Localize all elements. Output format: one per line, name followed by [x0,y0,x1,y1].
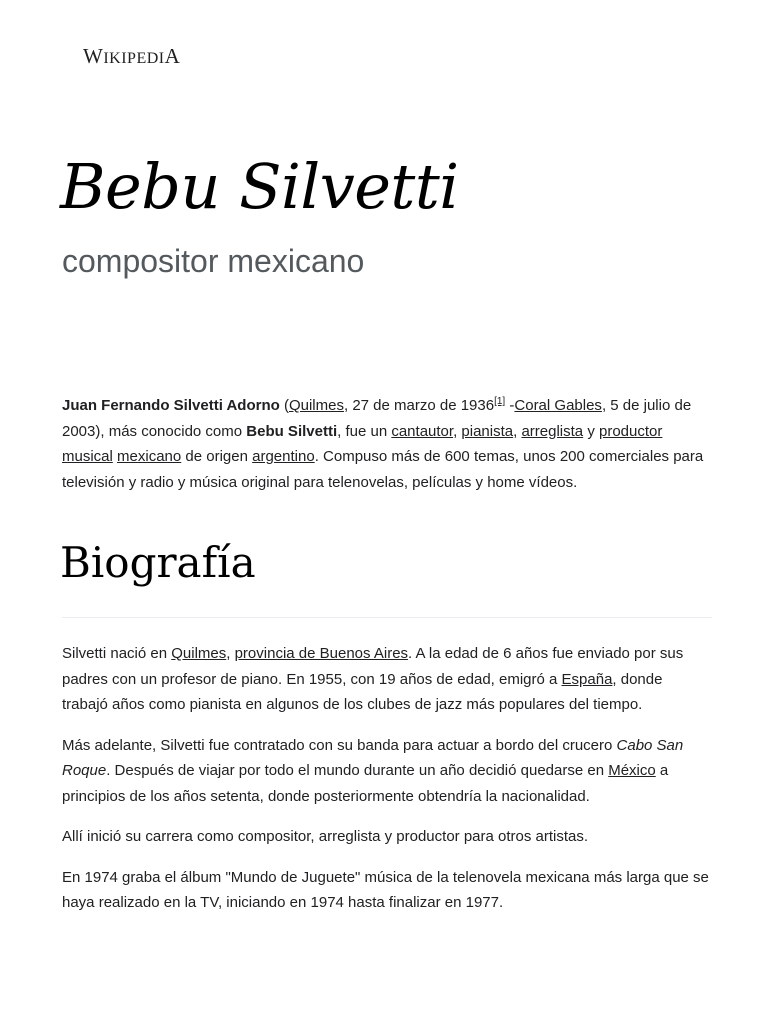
subject-name: Juan Fernando Silvetti Adorno [62,397,280,414]
link-provincia-buenos-aires[interactable]: provincia de Buenos Aires [234,645,409,662]
wikipedia-logo[interactable] [83,44,180,69]
link-quilmes[interactable]: Quilmes [288,397,344,414]
intro-paragraph: Juan Fernando Silvetti Adorno (Quilmes, 27 de marzo de 1936[1] -Coral Gables, 5 de julio de 2003), más conocido como Bebu Silvetti, fue un cantautor, pianista, arreglista y productor musical mexicano de origen argentino. Compuso más de 600 temas, unos 200 comerciales para televisión y radio y música original para telenovelas, películas y home vídeos. [62,396,704,491]
bio-paragraph-3: Allí inició su carrera como compositor, arreglista y productor para otros artistas. [62,828,589,845]
logo-first-letter: W [83,44,104,68]
reference-1[interactable]: [1] [494,396,506,407]
ship-name: Cabo San Roque [62,736,684,779]
link-pianista[interactable]: pianista [461,422,514,440]
section-divider [62,617,712,618]
link-cantautor[interactable]: cantautor [391,422,454,440]
link-mexico[interactable]: México [608,762,656,779]
link-espana[interactable]: España [561,670,613,688]
link-argentino[interactable]: argentino [252,448,315,465]
link-arreglista[interactable]: arreglista [521,422,584,440]
link-coral-gables[interactable]: Coral Gables [514,397,602,414]
logo-rest: IKIPEDI [103,50,165,67]
link-mexicano[interactable]: mexicano [117,448,182,465]
logo-last-letter: A [164,44,181,68]
page-subtitle: compositor mexicano [62,243,365,279]
section-heading-biografia: Biografía [60,538,256,587]
page-title: Bebu Silvetti [60,150,459,223]
link-productor-musical[interactable]: productor musical [62,422,663,465]
bio-paragraph-4: En 1974 graba el álbum "Mundo de Juguete" música de la telenovela mexicana más larga que se haya realizado en la TV, iniciando en 1974 hasta finalizar en 1977. [62,868,709,911]
bio-paragraph-1: Silvetti nació en Quilmes, provincia de Buenos Aires. A la edad de 6 años fue enviado por sus padres con un profesor de piano. En 1955, con 19 años de edad, emigró a España, donde trabajó años como pianista en algunos de los clubes de jazz más populares del tiempo. [62,645,684,713]
subject-alias: Bebu Silvetti [246,422,338,440]
link-quilmes-bio[interactable]: Quilmes [171,645,227,662]
article-content [62,393,712,931]
bio-paragraph-2: Más adelante, Silvetti fue contratado con su banda para actuar a bordo del crucero Cabo San Roque. Después de viajar por todo el mundo durante un año decidió quedarse en México a principios de los años setenta, donde posteriormente obtendría la nacionalidad. [62,736,684,805]
